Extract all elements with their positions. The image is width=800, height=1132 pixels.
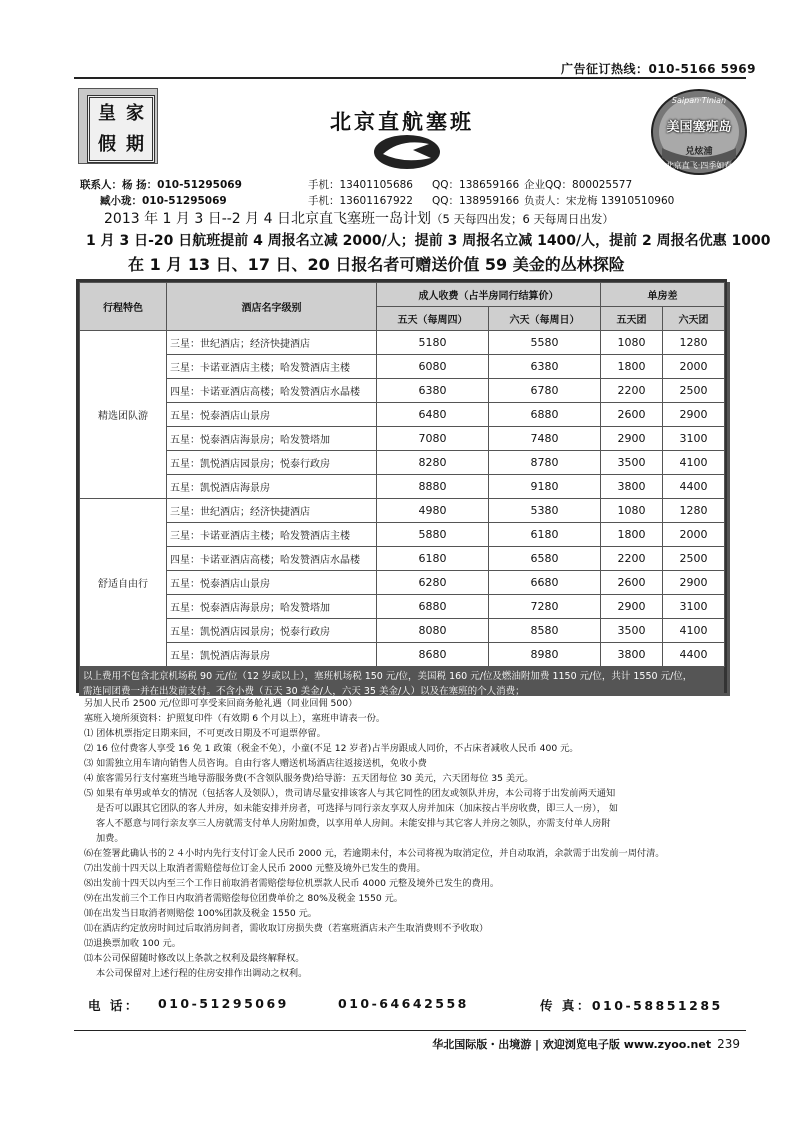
fee-note: 以上费用不包含北京机场税 90 元/位（12 岁或以上），塞班机场税 150 元/位，美国税 160 元/位及燃油附加费 1150 元/位，共计 1550 元/位， 需连同团费一并在出发前支付。不含小费（五天 30 美金/人，六天 35 美金/人）以及在塞班的个人消费； — [79, 667, 724, 695]
term-line: ⑾在酒店约定放房时间过后取消房间者，需收取订房损失费（若塞班酒店未产生取消费则不予收取） — [84, 923, 489, 934]
fax: 传 真：010-58851285 — [540, 998, 723, 1013]
contact-yang-qq: QQ：138659166 — [432, 179, 520, 191]
table-row — [80, 451, 725, 475]
header-feature: 行程特色 — [80, 283, 167, 331]
single-six-group: 2500 — [663, 547, 725, 571]
price-six-day: 6180 — [489, 523, 601, 547]
term-line: ⑹在签署此确认书的２４小时内先行支付订金人民币 2000 元，若逾期未付，本公司将视为取消定位，并自动取消，余款需于出发前一周付清。 — [84, 848, 665, 859]
price-six-day: 5380 — [489, 499, 601, 523]
single-six-group: 2500 — [663, 379, 725, 403]
contact-yang: 联系人：杨 扬：010-51295069 — [80, 179, 242, 191]
single-five-group: 2200 — [601, 379, 663, 403]
hotel-name: 五星：悦泰酒店海景房；哈发赞塔加 — [167, 595, 377, 619]
price-five-day: 6280 — [377, 571, 489, 595]
single-five-group: 2900 — [601, 595, 663, 619]
table-row — [80, 523, 725, 547]
single-six-group: 2000 — [663, 523, 725, 547]
footer-text: 华北国际版・出境游 | 欢迎浏览电子版 www.zyoo.net — [432, 1038, 712, 1051]
price-six-day: 8780 — [489, 451, 601, 475]
hotel-name: 五星：悦泰酒店山景房 — [167, 571, 377, 595]
terms-section — [84, 696, 734, 981]
term-line: ⑶ 如需独立用车请向销售人员咨询。自由行客人赠送机场酒店往返接送机，免收小费 — [84, 758, 427, 769]
table-row — [80, 427, 725, 451]
single-six-group: 2900 — [663, 403, 725, 427]
table-row — [80, 331, 725, 355]
single-five-group: 2200 — [601, 547, 663, 571]
contact-zang: 臧小珑：010-51295069 — [100, 195, 227, 207]
top-divider — [74, 77, 746, 79]
header-single-supplement: 单房差 — [601, 283, 725, 307]
price-five-day: 8680 — [377, 643, 489, 667]
single-five-group: 1800 — [601, 523, 663, 547]
tel-1: 010-51295069 — [158, 996, 289, 1011]
price-five-day: 6880 — [377, 595, 489, 619]
plan-title: 2013 年 1 月 3 日--2 月 4 日北京直飞塞班一岛计划（5 天每四出发；6 天每周日出发） — [104, 211, 614, 227]
term-line: ⑿退换票加收 100 元。 — [84, 938, 181, 949]
hotel-name: 五星：悦泰酒店山景房 — [167, 403, 377, 427]
hotel-name: 三星：卡诺亚酒店主楼；哈发赞酒店主楼 — [167, 523, 377, 547]
term-line: ⑴ 团体机票指定日期来回，不可更改日期及不可退票停留。 — [84, 728, 326, 739]
price-six-day: 9180 — [489, 475, 601, 499]
price-six-day: 7280 — [489, 595, 601, 619]
price-five-day: 8280 — [377, 451, 489, 475]
single-six-group: 2900 — [663, 571, 725, 595]
hotel-name: 四星：卡诺亚酒店高楼；哈发赞酒店水晶楼 — [167, 547, 377, 571]
single-six-group: 2000 — [663, 355, 725, 379]
term-line: 另加人民币 2500 元/位即可享受来回商务舱礼遇（同业回佣 500） — [84, 698, 358, 709]
airline-logo-icon — [373, 134, 441, 170]
header-six-group: 六天团 — [663, 307, 725, 331]
term-line: ⑸ 如果有单男或单女的情况（包括客人及领队），贵司请尽量安排该客人与其它同性的团友或领队并房，本公司将于出发前两天通知 — [84, 788, 616, 799]
tel-label: 电 话： — [88, 998, 140, 1013]
table-row — [80, 547, 725, 571]
price-six-day: 7480 — [489, 427, 601, 451]
price-five-day: 7080 — [377, 427, 489, 451]
single-five-group: 1080 — [601, 499, 663, 523]
term-line: ⑽在出发当日取消者则赔偿 100%团款及税金 1550 元。 — [84, 908, 317, 919]
table-row — [80, 379, 725, 403]
royal-holiday-logo — [78, 88, 158, 164]
hotel-name: 五星：凯悦酒店海景房 — [167, 643, 377, 667]
badge-en: Saipan·Tinian — [671, 96, 727, 105]
hotel-name: 三星：世纪酒店；经济快捷酒店 — [167, 499, 377, 523]
price-six-day: 6780 — [489, 379, 601, 403]
brand-title: 北京直航塞班 — [330, 109, 474, 134]
single-six-group: 4100 — [663, 451, 725, 475]
price-five-day: 4980 — [377, 499, 489, 523]
table-row — [80, 571, 725, 595]
header-hotel: 酒店名字级别 — [167, 283, 377, 331]
table-row — [80, 403, 725, 427]
single-six-group: 4100 — [663, 619, 725, 643]
price-five-day: 6380 — [377, 379, 489, 403]
price-six-day: 6680 — [489, 571, 601, 595]
contact-manager: 负责人：宋龙梅 13910510960 — [524, 195, 675, 207]
group-name: 精选团队游 — [80, 331, 167, 499]
badge-brand: 兑炫浦 — [685, 147, 713, 157]
single-five-group: 2900 — [601, 427, 663, 451]
table-row — [80, 475, 725, 499]
single-five-group: 1800 — [601, 355, 663, 379]
hotel-name: 三星：卡诺亚酒店主楼；哈发赞酒店主楼 — [167, 355, 377, 379]
hotel-name: 三星：世纪酒店；经济快捷酒店 — [167, 331, 377, 355]
term-line: ⑼在出发前三个工作日内取消者需赔偿每位团费单价之 80%及税金 1550 元。 — [84, 893, 403, 904]
price-five-day: 5180 — [377, 331, 489, 355]
page-number: 239 — [717, 1037, 740, 1051]
contact-yang-mobile: 手机：13401105686 — [308, 179, 413, 191]
header-five-day: 五天（每周四） — [377, 307, 489, 331]
single-five-group: 3800 — [601, 475, 663, 499]
contact-zang-mobile: 手机：13601167922 — [308, 195, 413, 207]
price-six-day: 6880 — [489, 403, 601, 427]
term-line: 塞班入境所须资料：护照复印件（有效期 6 个月以上），塞班申请表一份。 — [84, 713, 386, 724]
badge-title: 美国塞班岛 — [666, 120, 732, 135]
single-five-group: 1080 — [601, 331, 663, 355]
header-adult-price: 成人收费（占半房同行结算价） — [377, 283, 601, 307]
tel-2: 010-64642558 — [338, 996, 469, 1011]
promo-jungle-gift: 在 1 月 13 日、17 日、20 日报名者可赠送价值 59 美金的丛林探险 — [128, 255, 625, 274]
price-six-day: 5580 — [489, 331, 601, 355]
price-five-day: 6180 — [377, 547, 489, 571]
price-six-day: 8980 — [489, 643, 601, 667]
single-six-group: 4400 — [663, 475, 725, 499]
table-row — [80, 595, 725, 619]
header-six-day: 六天（每周日） — [489, 307, 601, 331]
contact-company-qq: 企业QQ：800025577 — [524, 179, 633, 191]
table-row — [80, 619, 725, 643]
hotel-name: 五星：凯悦酒店海景房 — [167, 475, 377, 499]
single-five-group: 2600 — [601, 571, 663, 595]
term-line: ⑺出发前十四天以上取消者需赔偿每位订金人民币 2000 元整及境外已发生的费用。 — [84, 863, 426, 874]
term-line: ⑷ 旅客需另行支付塞班当地导游服务费(不含领队服务费)给导游：五天团每位 30 美元，六天团每位 35 美元。 — [84, 773, 534, 784]
table-row — [80, 499, 725, 523]
single-six-group: 1280 — [663, 331, 725, 355]
price-five-day: 6480 — [377, 403, 489, 427]
footer-divider — [74, 1030, 746, 1031]
single-five-group: 3500 — [601, 619, 663, 643]
hotel-name: 五星：凯悦酒店园景房；悦泰行政房 — [167, 619, 377, 643]
single-six-group: 3100 — [663, 595, 725, 619]
price-five-day: 8080 — [377, 619, 489, 643]
table-row — [80, 355, 725, 379]
term-line: 是否可以跟其它团队的客人并房，如未能安排并房者，可选择与同行亲友享双人房并加床（加床按占半房收费，即三人一房）， 如 — [96, 803, 619, 814]
term-line: ⑵ 16 位付费客人享受 16 免 1 政策（税金不免），小童(不足 12 岁者)占半房跟成人同价，不占床者减收人民币 400 元。 — [84, 743, 579, 754]
price-five-day: 8880 — [377, 475, 489, 499]
hotel-name: 五星：凯悦酒店园景房；悦泰行政房 — [167, 451, 377, 475]
footer — [432, 1036, 740, 1052]
promo-early-booking: 1 月 3 日-20 日航班提前 4 周报名立减 2000/人；提前 3 周报名立减 1400/人，提前 2 周报名优惠 1000 — [86, 233, 771, 249]
term-line: 加费。 — [96, 833, 124, 844]
term-line: 本公司保留对上述行程的住房安排作出调动之权利。 — [96, 968, 308, 979]
contact-zang-qq: QQ：138959166 — [432, 195, 520, 207]
single-five-group: 2600 — [601, 403, 663, 427]
header-five-group: 五天团 — [601, 307, 663, 331]
group-name: 舒适自由行 — [80, 499, 167, 667]
single-six-group: 4400 — [663, 643, 725, 667]
badge-sub: 北京直飞·四季如春 — [665, 161, 733, 170]
single-five-group: 3800 — [601, 643, 663, 667]
price-six-day: 6580 — [489, 547, 601, 571]
term-line: ⒀本公司保留随时修改以上条款之权利及最终解释权。 — [84, 953, 305, 964]
term-line: 客人不愿意与同行亲友享三人房就需支付单人房附加费，以享用单人房间。未能安排与其它客人并房之领队，亦需支付单人房附 — [96, 818, 611, 829]
term-line: ⑻出发前十四天以内至三个工作日前取消者需赔偿每位机票款人民币 4000 元整及境外已发生的费用。 — [84, 878, 500, 889]
single-six-group: 1280 — [663, 499, 725, 523]
single-five-group: 3500 — [601, 451, 663, 475]
price-table — [79, 282, 725, 667]
ad-hotline: 广告征订热线：010-5166 5969 — [560, 62, 756, 76]
price-table-frame — [76, 279, 727, 697]
price-five-day: 5880 — [377, 523, 489, 547]
price-five-day: 6080 — [377, 355, 489, 379]
price-six-day: 6380 — [489, 355, 601, 379]
logo-stamp: 皇 家 假 期 — [87, 95, 155, 163]
hotel-name: 五星：悦泰酒店海景房；哈发赞塔加 — [167, 427, 377, 451]
single-six-group: 3100 — [663, 427, 725, 451]
hotel-name: 四星：卡诺亚酒店高楼；哈发赞酒店水晶楼 — [167, 379, 377, 403]
price-six-day: 8580 — [489, 619, 601, 643]
table-row — [80, 643, 725, 667]
